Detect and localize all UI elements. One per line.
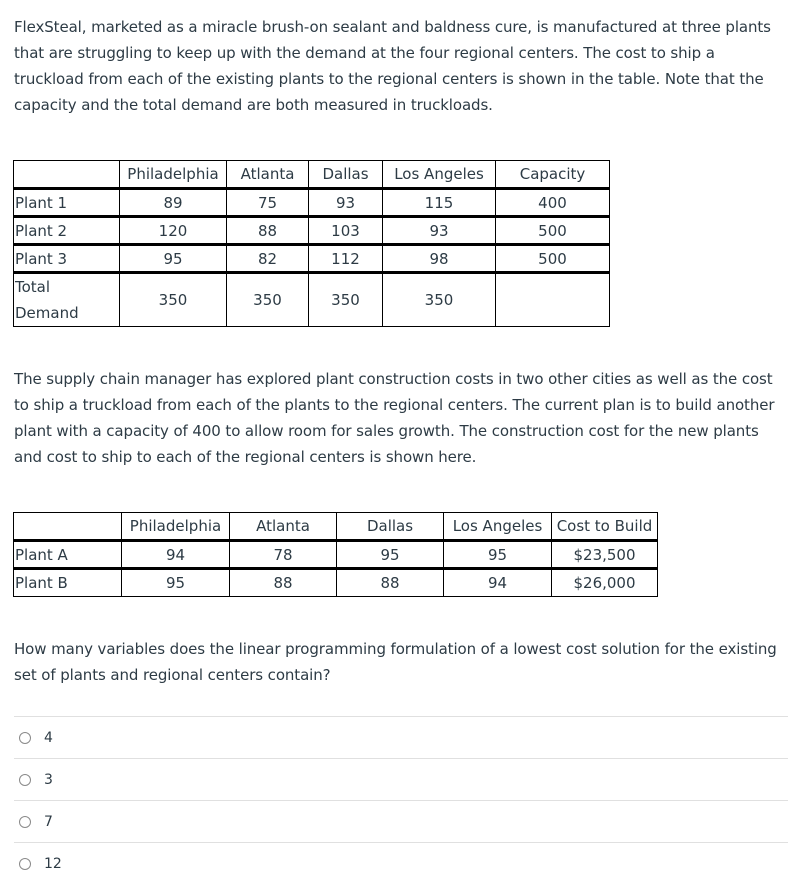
table-cell: 89: [120, 189, 227, 217]
table-cell: $26,000: [552, 569, 658, 597]
table-cell: 350: [383, 273, 496, 327]
row-label: Plant A: [14, 541, 122, 569]
table-cell: 88: [337, 569, 444, 597]
radio-button[interactable]: [19, 732, 31, 744]
header-cell: Philadelphia: [120, 161, 227, 189]
table-cell: 115: [383, 189, 496, 217]
table-row: [14, 245, 610, 273]
header-cell: Philadelphia: [122, 513, 230, 541]
answer-option-4[interactable]: [14, 716, 788, 759]
table-row: [14, 569, 658, 597]
option-label: 12: [44, 856, 62, 872]
table-cell: 98: [383, 245, 496, 273]
table-cell: 75: [227, 189, 309, 217]
answer-option-7[interactable]: [14, 800, 788, 843]
table-cell: [496, 273, 610, 327]
table-row: [14, 541, 658, 569]
table-row: [14, 217, 610, 245]
header-cell: Atlanta: [227, 161, 309, 189]
row-label: Plant 3: [14, 245, 120, 273]
row-label: Plant 1: [14, 189, 120, 217]
question-text: How many variables does the linear programming formulation of a lowest cost solution for the existing set of plants and regional centers contain?: [14, 640, 777, 684]
middle-paragraph: The supply chain manager has explored plant construction costs in two other cities as well as the cost to ship a truckload from each of the plants to the regional centers. The current plan is to build another plant with a capacity of 400 to allow room for sales growth. The construction cost for the new plants and cost to ship to each of the regional centers is shown here.: [14, 370, 775, 466]
table-cell: 350: [120, 273, 227, 327]
table-cell: 93: [309, 189, 383, 217]
table-cell: 350: [309, 273, 383, 327]
table-header-row: [14, 513, 658, 541]
header-cell: [14, 161, 120, 189]
option-label: 4: [44, 730, 53, 746]
table-cell: 93: [383, 217, 496, 245]
new-plants-cost-table: [13, 512, 658, 597]
header-cell: Dallas: [337, 513, 444, 541]
header-cell: Capacity: [496, 161, 610, 189]
table-cell: 88: [227, 217, 309, 245]
table-cell: 88: [230, 569, 337, 597]
radio-button[interactable]: [19, 858, 31, 870]
radio-button[interactable]: [19, 774, 31, 786]
total-label: Total: [15, 278, 51, 296]
table-cell: 94: [122, 541, 230, 569]
answer-option-12[interactable]: [14, 842, 788, 885]
row-label: Plant 2: [14, 217, 120, 245]
total-demand-row: [14, 273, 610, 327]
table-cell: 95: [444, 541, 552, 569]
header-cell: Cost to Build: [552, 513, 658, 541]
existing-plants-cost-table: [13, 160, 610, 327]
header-cell: Los Angeles: [444, 513, 552, 541]
table-cell: 94: [444, 569, 552, 597]
table-header-row: [14, 161, 610, 189]
table-cell: 500: [496, 217, 610, 245]
answer-option-3[interactable]: [14, 758, 788, 801]
option-label: 7: [44, 814, 53, 830]
option-label: 3: [44, 772, 53, 788]
demand-label: Demand: [15, 304, 79, 322]
table-cell: 120: [120, 217, 227, 245]
row-label: [14, 273, 120, 327]
table-cell: 95: [122, 569, 230, 597]
table-cell: 78: [230, 541, 337, 569]
header-cell: Atlanta: [230, 513, 337, 541]
table-cell: 95: [337, 541, 444, 569]
header-cell: Los Angeles: [383, 161, 496, 189]
table-cell: 82: [227, 245, 309, 273]
table-cell: 112: [309, 245, 383, 273]
row-label: Plant B: [14, 569, 122, 597]
table-cell: 350: [227, 273, 309, 327]
radio-button[interactable]: [19, 816, 31, 828]
header-cell: [14, 513, 122, 541]
intro-paragraph: FlexSteal, marketed as a miracle brush-on sealant and baldness cure, is manufactured at three plants that are struggling to keep up with the demand at the four regional centers. The cost to ship a truckload from each of the existing plants to the regional centers is shown in the table. Note that the capacity and the total demand are both measured in truckloads.: [14, 18, 771, 114]
table-cell: 500: [496, 245, 610, 273]
table-cell: 103: [309, 217, 383, 245]
table-row: [14, 189, 610, 217]
header-cell: Dallas: [309, 161, 383, 189]
table-cell: 95: [120, 245, 227, 273]
table-cell: 400: [496, 189, 610, 217]
table-cell: $23,500: [552, 541, 658, 569]
